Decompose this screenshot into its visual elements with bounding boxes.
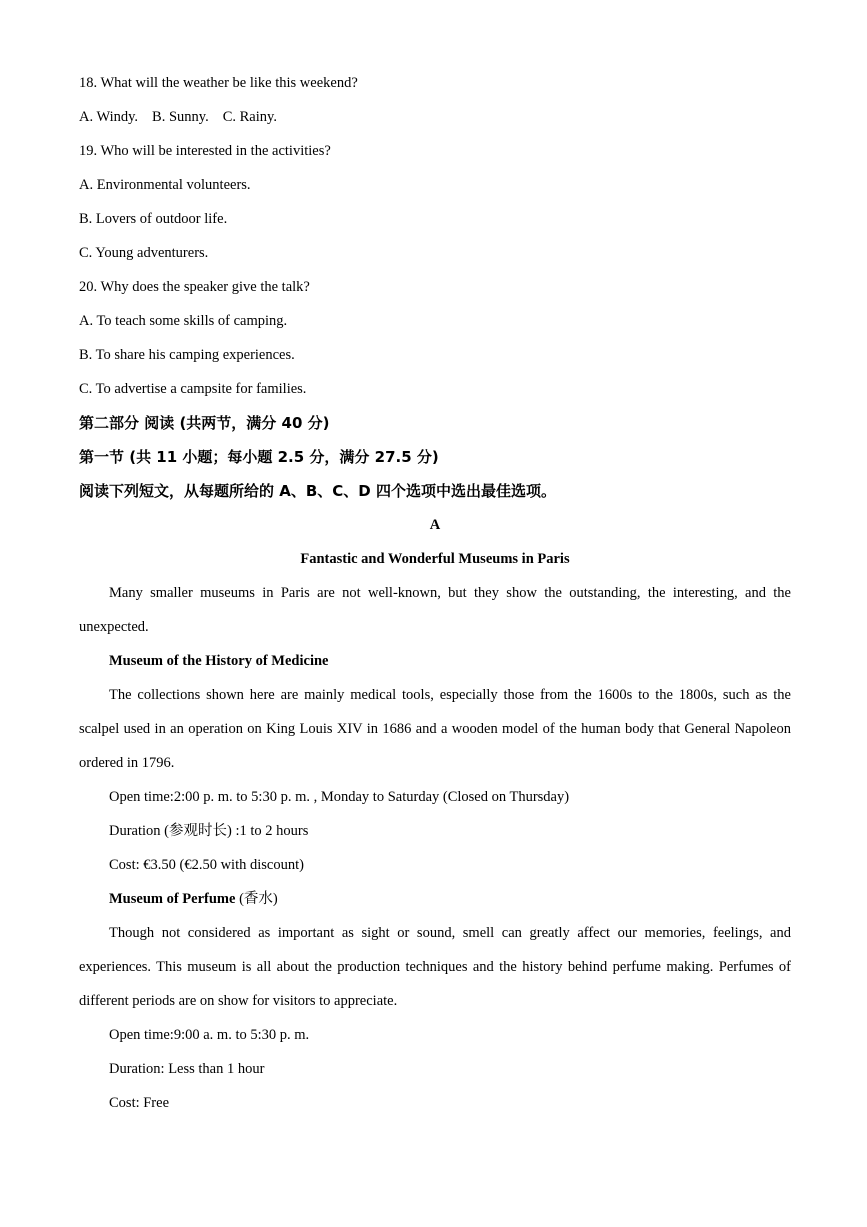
passage-title: Fantastic and Wonderful Museums in Paris — [300, 551, 570, 567]
museum-1-duration: Duration (参观时长) :1 to 2 hours — [109, 823, 309, 839]
museum-1-name — [79, 644, 791, 678]
option-b: B. Sunny. — [152, 109, 209, 125]
museum-2-open-time: Open time:9:00 a. m. to 5:30 p. m. — [109, 1027, 310, 1043]
question-20-option-a: A. To teach some skills of camping. — [79, 313, 288, 329]
museum-1-open-time: Open time:2:00 p. m. to 5:30 p. m. , Monday to Saturday (Closed on Thursday) — [109, 789, 570, 805]
question-18-options — [79, 100, 791, 134]
instruction: 阅读下列短文，从每题所给的 A、B、C、D 四个选项中选出最佳选项。 — [79, 482, 556, 500]
question-19-option-b: B. Lovers of outdoor life. — [79, 211, 228, 227]
question-20-option-c: C. To advertise a campsite for families. — [79, 381, 307, 397]
museum-1-description: The collections shown here are mainly medical tools, especially those from the 1600s to the 1800s, such as the scalpel used in an operation on King Louis XIV in 1686 and a wooden model of the human body that General Napoleon ordered in 1796. — [79, 687, 791, 771]
question-19-stem: 19. Who will be interested in the activities? — [79, 143, 331, 159]
museum-name: Museum of the History of Medicine — [109, 653, 329, 669]
question-20-stem: 20. Why does the speaker give the talk? — [79, 279, 310, 295]
museum-name: Museum of Perfume — [109, 891, 236, 907]
museum-1-cost: Cost: €3.50 (€2.50 with discount) — [109, 857, 304, 873]
museum-name-note: (香水) — [235, 891, 278, 907]
museum-2-name — [79, 882, 791, 916]
museum-2-duration: Duration: Less than 1 hour — [109, 1061, 265, 1077]
option-a: A. Windy. — [79, 109, 139, 125]
question-18-stem: 18. What will the weather be like this weekend? — [79, 75, 358, 91]
question-20-option-b: B. To share his camping experiences. — [79, 347, 295, 363]
exam-page — [79, 66, 791, 1120]
passage-intro: Many smaller museums in Paris are not well-known, but they show the outstanding, the interesting, and the unexpected. — [79, 585, 791, 635]
passage-letter: A — [429, 517, 441, 533]
museum-2-description: Though not considered as important as sight or sound, smell can greatly affect our memories, feelings, and experiences. This museum is all about the production techniques and the history behind perfume making. Perfumes of different periods are on show for visitors to appreciate. — [79, 925, 791, 1009]
museum-2-cost: Cost: Free — [109, 1095, 170, 1111]
option-c: C. Rainy. — [222, 109, 277, 125]
part-heading: 第二部分 阅读 (共两节，满分 40 分) — [79, 414, 330, 432]
question-19-option-a: A. Environmental volunteers. — [79, 177, 251, 193]
question-19-option-c: C. Young adventurers. — [79, 245, 209, 261]
sub-heading: 第一节 (共 11 小题；每小题 2.5 分，满分 27.5 分) — [79, 448, 439, 466]
